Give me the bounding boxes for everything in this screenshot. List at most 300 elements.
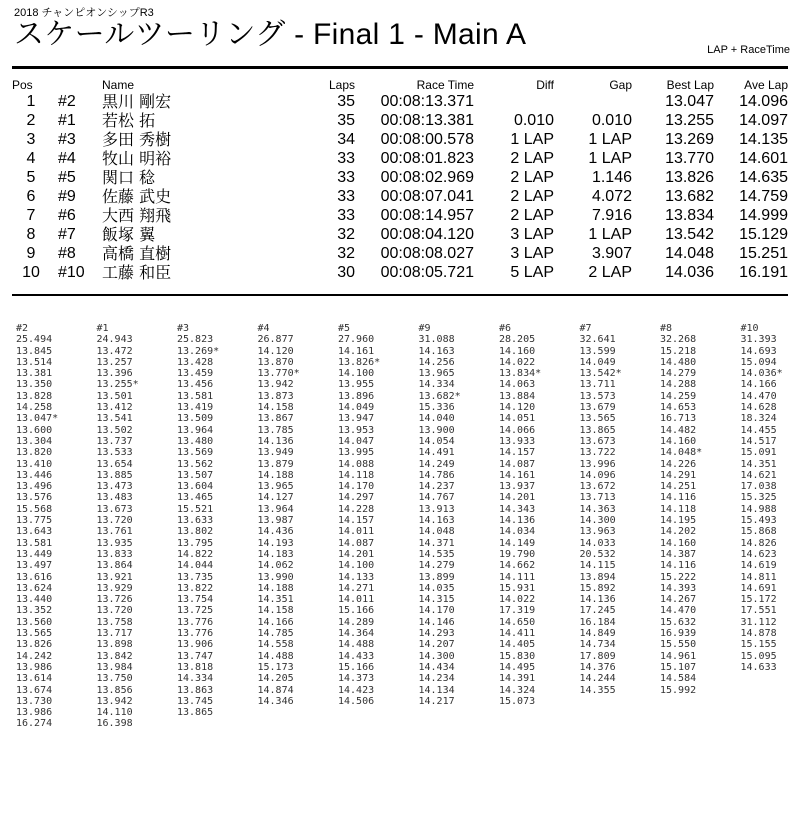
lap-time: 19.790 bbox=[499, 548, 536, 560]
result-driver-name: 関口 稔 bbox=[102, 168, 156, 187]
lap-time: 13.576 bbox=[16, 492, 53, 504]
lap-time: 15.166 bbox=[338, 605, 375, 617]
lap-time: 14.517 bbox=[740, 435, 777, 447]
lap-time: 14.195 bbox=[660, 515, 697, 527]
top-divider bbox=[12, 66, 788, 69]
result-gap: 1 LAP bbox=[588, 150, 632, 167]
lap-time: 13.604 bbox=[177, 481, 214, 493]
result-row bbox=[12, 263, 788, 282]
result-row bbox=[12, 130, 788, 149]
lap-time: 13.600 bbox=[16, 424, 53, 436]
lap-time: 15.992 bbox=[660, 684, 697, 696]
lap-time: 13.845 bbox=[16, 345, 53, 357]
lap-time: 14.118 bbox=[660, 503, 697, 515]
lap-time: 14.455 bbox=[740, 424, 777, 436]
result-race-time: 00:08:13.381 bbox=[380, 112, 474, 129]
lap-time: 13.965 bbox=[257, 481, 294, 493]
lap-time: 13.834* bbox=[499, 368, 542, 380]
result-pos: 1 bbox=[26, 93, 36, 110]
lap-time: 13.865 bbox=[579, 424, 616, 436]
lap-time: 14.033 bbox=[579, 537, 616, 549]
lap-time: 13.750 bbox=[96, 673, 133, 685]
lap-time: 14.300 bbox=[418, 650, 455, 662]
lap-time: 13.826 bbox=[16, 639, 53, 651]
lap-time: 14.488 bbox=[257, 650, 294, 662]
result-diff: 3 LAP bbox=[510, 226, 554, 243]
lap-time: 14.188 bbox=[257, 582, 294, 594]
lap-time: 14.826 bbox=[740, 537, 777, 549]
lap-time: 24.943 bbox=[96, 334, 133, 346]
lap-time: 13.726 bbox=[96, 594, 133, 606]
lap-time: 13.785 bbox=[257, 424, 294, 436]
lap-time: 14.258 bbox=[16, 402, 53, 414]
result-ave-lap: 16.191 bbox=[739, 264, 788, 281]
lap-time: 14.201 bbox=[499, 492, 536, 504]
lap-time: 13.879 bbox=[257, 458, 294, 470]
lap-time: 25.494 bbox=[16, 334, 53, 346]
result-best-lap: 13.682 bbox=[665, 188, 714, 205]
result-pos: 6 bbox=[26, 188, 36, 205]
lap-time: 14.279 bbox=[418, 560, 455, 572]
lap-time: 13.730 bbox=[16, 695, 53, 707]
lap-time: 13.942 bbox=[96, 695, 133, 707]
result-car-number: #8 bbox=[58, 245, 76, 262]
result-pos: 9 bbox=[26, 245, 36, 262]
lap-time: 14.054 bbox=[418, 435, 455, 447]
result-best-lap: 14.036 bbox=[665, 264, 714, 281]
lap-note: LAP + RaceTime bbox=[707, 44, 790, 56]
lap-time: 13.047* bbox=[16, 413, 59, 425]
lap-time: 13.672 bbox=[579, 481, 616, 493]
result-race-time: 00:08:00.578 bbox=[380, 131, 474, 148]
lap-time: 13.412 bbox=[96, 402, 133, 414]
lap-time: 14.217 bbox=[418, 695, 455, 707]
lap-time: 14.087 bbox=[499, 458, 536, 470]
lap-time: 13.257 bbox=[96, 356, 133, 368]
lap-time: 14.650 bbox=[499, 616, 536, 628]
lap-time: 14.293 bbox=[418, 628, 455, 640]
lap-time: 14.619 bbox=[740, 560, 777, 572]
lap-time: 15.868 bbox=[740, 526, 777, 538]
lap-time: 16.398 bbox=[96, 718, 133, 730]
result-car-number: #5 bbox=[58, 169, 76, 186]
result-laps: 35 bbox=[337, 112, 355, 129]
lap-time: 13.502 bbox=[96, 424, 133, 436]
lap-time: 13.654 bbox=[96, 458, 133, 470]
lap-column-car: #6 bbox=[499, 323, 512, 334]
result-pos: 4 bbox=[26, 150, 36, 167]
lap-time: 14.035 bbox=[418, 582, 455, 594]
col-name: Name bbox=[102, 78, 135, 92]
lap-time: 15.632 bbox=[660, 616, 697, 628]
lap-time: 13.497 bbox=[16, 560, 53, 572]
result-ave-lap: 15.251 bbox=[739, 245, 788, 262]
result-pos: 3 bbox=[26, 131, 36, 148]
lap-time: 14.116 bbox=[660, 492, 697, 504]
result-diff: 5 LAP bbox=[510, 264, 554, 281]
lap-time: 14.324 bbox=[499, 684, 536, 696]
lap-time: 15.107 bbox=[660, 661, 697, 673]
lap-time: 13.674 bbox=[16, 684, 53, 696]
lap-time: 14.149 bbox=[499, 537, 536, 549]
lap-time: 14.491 bbox=[418, 447, 455, 459]
lap-time: 14.034 bbox=[499, 526, 536, 538]
lap-time: 14.193 bbox=[257, 537, 294, 549]
lap-time: 13.963 bbox=[579, 526, 616, 538]
lap-time: 14.066 bbox=[499, 424, 536, 436]
lap-time: 13.673 bbox=[96, 503, 133, 515]
lap-time: 13.565 bbox=[16, 628, 53, 640]
lap-time: 14.111 bbox=[499, 571, 536, 583]
lap-time: 14.506 bbox=[338, 695, 375, 707]
result-race-time: 00:08:13.371 bbox=[380, 93, 474, 110]
result-best-lap: 13.834 bbox=[665, 207, 714, 224]
lap-time: 17.038 bbox=[740, 481, 777, 493]
lap-time: 14.234 bbox=[418, 673, 455, 685]
lap-time: 14.811 bbox=[740, 571, 777, 583]
result-diff: 2 LAP bbox=[510, 188, 554, 205]
lap-time: 14.146 bbox=[418, 616, 455, 628]
result-driver-name: 飯塚 翼 bbox=[102, 225, 156, 244]
lap-time: 31.112 bbox=[740, 616, 777, 628]
lap-time: 14.087 bbox=[338, 537, 375, 549]
lap-time: 14.488 bbox=[338, 639, 375, 651]
result-race-time: 00:08:04.120 bbox=[380, 226, 474, 243]
lap-time: 13.802 bbox=[177, 526, 214, 538]
lap-time: 14.878 bbox=[740, 628, 777, 640]
lap-time: 13.480 bbox=[177, 435, 214, 447]
page-title: スケールツーリング - Final 1 - Main A bbox=[14, 18, 527, 51]
lap-time: 14.100 bbox=[338, 560, 375, 572]
lap-time: 16.939 bbox=[660, 628, 697, 640]
lap-time: 14.315 bbox=[418, 594, 455, 606]
lap-column bbox=[338, 323, 418, 707]
result-best-lap: 13.269 bbox=[665, 131, 714, 148]
lap-time: 13.754 bbox=[177, 594, 214, 606]
lap-time: 13.269* bbox=[177, 345, 220, 357]
result-best-lap: 14.048 bbox=[665, 245, 714, 262]
lap-column bbox=[499, 323, 579, 707]
lap-time: 13.713 bbox=[579, 492, 616, 504]
lap-time: 14.228 bbox=[338, 503, 375, 515]
lap-time: 13.776 bbox=[177, 628, 214, 640]
lap-time: 13.569 bbox=[177, 447, 214, 459]
result-laps: 32 bbox=[337, 226, 355, 243]
lap-time: 14.470 bbox=[660, 605, 697, 617]
lap-time: 14.662 bbox=[499, 560, 536, 572]
lap-time: 14.822 bbox=[177, 548, 214, 560]
lap-time: 14.158 bbox=[257, 402, 294, 414]
lap-time: 14.063 bbox=[499, 379, 536, 391]
col-best-lap: Best Lap bbox=[666, 78, 714, 92]
lap-column bbox=[741, 323, 800, 673]
lap-time: 13.533 bbox=[96, 447, 133, 459]
lap-time: 14.048 bbox=[418, 526, 455, 538]
result-car-number: #2 bbox=[58, 93, 76, 110]
lap-time: 13.986 bbox=[16, 661, 53, 673]
result-row bbox=[12, 111, 788, 130]
lap-time: 14.279 bbox=[660, 368, 697, 380]
lap-time: 14.734 bbox=[579, 639, 616, 651]
lap-time: 13.953 bbox=[338, 424, 375, 436]
result-car-number: #10 bbox=[58, 264, 85, 281]
lap-time: 13.949 bbox=[257, 447, 294, 459]
lap-time: 13.633 bbox=[177, 515, 214, 527]
lap-time: 14.988 bbox=[740, 503, 777, 515]
lap-time: 14.160 bbox=[660, 435, 697, 447]
lap-time: 13.856 bbox=[96, 684, 133, 696]
lap-time: 14.623 bbox=[740, 548, 777, 560]
result-ave-lap: 14.096 bbox=[739, 93, 788, 110]
lap-time: 14.096 bbox=[579, 469, 616, 481]
lap-time: 14.051 bbox=[499, 413, 536, 425]
lap-time: 14.346 bbox=[257, 695, 294, 707]
result-pos: 7 bbox=[26, 207, 36, 224]
result-gap: 1 LAP bbox=[588, 131, 632, 148]
lap-time: 14.849 bbox=[579, 628, 616, 640]
lap-time: 14.470 bbox=[740, 390, 777, 402]
lap-time: 13.863 bbox=[177, 684, 214, 696]
lap-time: 14.158 bbox=[257, 605, 294, 617]
result-row bbox=[12, 244, 788, 263]
lap-time: 14.434 bbox=[418, 661, 455, 673]
lap-time: 14.355 bbox=[579, 684, 616, 696]
lap-time: 13.350 bbox=[16, 379, 53, 391]
result-driver-name: 佐藤 武史 bbox=[102, 187, 172, 206]
lap-time: 13.465 bbox=[177, 492, 214, 504]
lap-time: 32.268 bbox=[660, 334, 697, 346]
lap-time: 14.249 bbox=[418, 458, 455, 470]
lap-time: 14.136 bbox=[257, 435, 294, 447]
lap-time: 13.562 bbox=[177, 458, 214, 470]
lap-time: 13.885 bbox=[96, 469, 133, 481]
lap-time: 15.218 bbox=[660, 345, 697, 357]
result-gap: 7.916 bbox=[591, 207, 632, 224]
result-laps: 33 bbox=[337, 207, 355, 224]
lap-time: 13.984 bbox=[96, 661, 133, 673]
lap-time: 13.711 bbox=[579, 379, 616, 391]
lap-time: 14.205 bbox=[257, 673, 294, 685]
result-best-lap: 13.770 bbox=[665, 150, 714, 167]
lap-time: 14.134 bbox=[418, 684, 455, 696]
lap-column bbox=[660, 323, 740, 696]
lap-time: 14.049 bbox=[579, 356, 616, 368]
lap-time: 13.937 bbox=[499, 481, 536, 493]
lap-time: 14.011 bbox=[338, 526, 375, 538]
lap-time: 13.581 bbox=[177, 390, 214, 402]
result-ave-lap: 14.759 bbox=[739, 188, 788, 205]
result-laps: 30 bbox=[337, 264, 355, 281]
lap-time: 14.584 bbox=[660, 673, 697, 685]
lap-time: 31.393 bbox=[740, 334, 777, 346]
lap-time: 14.393 bbox=[660, 582, 697, 594]
lap-time: 14.300 bbox=[579, 515, 616, 527]
result-gap: 1 LAP bbox=[588, 226, 632, 243]
lap-time: 15.892 bbox=[579, 582, 616, 594]
lap-time: 14.405 bbox=[499, 639, 536, 651]
lap-time: 14.251 bbox=[660, 481, 697, 493]
lap-column bbox=[258, 323, 338, 707]
lap-time: 15.325 bbox=[740, 492, 777, 504]
lap-time: 15.172 bbox=[740, 594, 777, 606]
lap-time: 13.560 bbox=[16, 616, 53, 628]
lap-time: 13.616 bbox=[16, 571, 53, 583]
result-driver-name: 工藤 和臣 bbox=[102, 263, 172, 282]
event-name: 2018 チャンピオンシップR3 bbox=[14, 7, 154, 19]
lap-time: 15.568 bbox=[16, 503, 53, 515]
lap-time: 14.433 bbox=[338, 650, 375, 662]
lap-time: 16.713 bbox=[660, 413, 697, 425]
lap-time: 13.720 bbox=[96, 605, 133, 617]
lap-time: 13.449 bbox=[16, 548, 53, 560]
lap-time: 14.157 bbox=[499, 447, 536, 459]
lap-time: 13.864 bbox=[96, 560, 133, 572]
lap-time: 14.351 bbox=[740, 458, 777, 470]
lap-column-car: #1 bbox=[96, 323, 109, 334]
lap-time: 13.737 bbox=[96, 435, 133, 447]
lap-time: 14.133 bbox=[338, 571, 375, 583]
lap-time: 13.942 bbox=[257, 379, 294, 391]
lap-time: 14.136 bbox=[579, 594, 616, 606]
lap-time: 13.833 bbox=[96, 548, 133, 560]
lap-time: 32.641 bbox=[579, 334, 616, 346]
result-ave-lap: 14.097 bbox=[739, 112, 788, 129]
result-laps: 33 bbox=[337, 188, 355, 205]
result-row bbox=[12, 168, 788, 187]
lap-time: 13.900 bbox=[418, 424, 455, 436]
lap-time: 13.906 bbox=[177, 639, 214, 651]
lap-time: 15.095 bbox=[740, 650, 777, 662]
lap-time: 13.428 bbox=[177, 356, 214, 368]
lap-time: 13.581 bbox=[16, 537, 53, 549]
lap-time: 13.898 bbox=[96, 639, 133, 651]
lap-time: 14.100 bbox=[338, 368, 375, 380]
lap-column bbox=[419, 323, 499, 707]
lap-time: 13.965 bbox=[418, 368, 455, 380]
result-ave-lap: 14.135 bbox=[739, 131, 788, 148]
bottom-divider bbox=[12, 294, 788, 296]
lap-time: 13.599 bbox=[579, 345, 616, 357]
lap-column-car: #2 bbox=[16, 323, 29, 334]
lap-time: 13.820 bbox=[16, 447, 53, 459]
lap-time: 14.163 bbox=[418, 345, 455, 357]
lap-time: 14.785 bbox=[257, 628, 294, 640]
result-best-lap: 13.542 bbox=[665, 226, 714, 243]
result-pos: 2 bbox=[26, 112, 36, 129]
lap-time: 14.373 bbox=[338, 673, 375, 685]
result-ave-lap: 14.999 bbox=[739, 207, 788, 224]
result-driver-name: 牧山 明裕 bbox=[102, 149, 172, 168]
lap-time: 14.259 bbox=[660, 390, 697, 402]
lap-time: 13.381 bbox=[16, 368, 53, 380]
result-row bbox=[12, 225, 788, 244]
lap-time: 13.473 bbox=[96, 481, 133, 493]
lap-time: 13.542* bbox=[579, 368, 622, 380]
col-laps: Laps bbox=[328, 78, 355, 92]
result-diff: 1 LAP bbox=[510, 131, 554, 148]
lap-time: 13.913 bbox=[418, 503, 455, 515]
result-car-number: #4 bbox=[58, 150, 76, 167]
lap-time: 14.242 bbox=[16, 650, 53, 662]
lap-time: 13.255* bbox=[96, 379, 139, 391]
lap-time: 14.110 bbox=[96, 707, 133, 719]
lap-time: 14.289 bbox=[338, 616, 375, 628]
lap-time: 13.722 bbox=[579, 447, 616, 459]
lap-time: 13.996 bbox=[579, 458, 616, 470]
lap-time: 14.244 bbox=[579, 673, 616, 685]
lap-time: 14.480 bbox=[660, 356, 697, 368]
lap-time: 14.022 bbox=[499, 356, 536, 368]
lap-column bbox=[16, 323, 96, 730]
lap-time: 15.094 bbox=[740, 356, 777, 368]
lap-time: 14.201 bbox=[338, 548, 375, 560]
lap-time: 13.735 bbox=[177, 571, 214, 583]
col-ave-lap: Ave Lap bbox=[744, 78, 788, 92]
col-race-time: Race Time bbox=[416, 78, 474, 92]
result-pos: 8 bbox=[26, 226, 36, 243]
lap-time: 15.073 bbox=[499, 695, 536, 707]
lap-column-car: #5 bbox=[338, 323, 351, 334]
lap-time: 14.188 bbox=[257, 469, 294, 481]
lap-time: 13.501 bbox=[96, 390, 133, 402]
lap-time: 13.717 bbox=[96, 628, 133, 640]
result-race-time: 00:08:08.027 bbox=[380, 245, 474, 262]
result-gap: 4.072 bbox=[591, 188, 632, 205]
result-car-number: #9 bbox=[58, 188, 76, 205]
lap-time: 15.830 bbox=[499, 650, 536, 662]
lap-time: 14.036* bbox=[740, 368, 783, 380]
lap-time: 14.183 bbox=[257, 548, 294, 560]
lap-time: 13.775 bbox=[16, 515, 53, 527]
lap-time: 13.565 bbox=[579, 413, 616, 425]
lap-time: 13.894 bbox=[579, 571, 616, 583]
lap-time: 13.446 bbox=[16, 469, 53, 481]
lap-time: 13.682* bbox=[418, 390, 461, 402]
result-diff: 2 LAP bbox=[510, 169, 554, 186]
lap-time: 15.931 bbox=[499, 582, 536, 594]
lap-time: 14.202 bbox=[660, 526, 697, 538]
lap-time: 14.022 bbox=[499, 594, 536, 606]
lap-time: 17.551 bbox=[740, 605, 777, 617]
result-race-time: 00:08:05.721 bbox=[380, 264, 474, 281]
result-diff: 2 LAP bbox=[510, 150, 554, 167]
lap-column bbox=[580, 323, 660, 696]
result-laps: 34 bbox=[337, 131, 355, 148]
lap-time: 14.207 bbox=[418, 639, 455, 651]
result-race-time: 00:08:02.969 bbox=[380, 169, 474, 186]
result-race-time: 00:08:07.041 bbox=[380, 188, 474, 205]
col-pos: Pos bbox=[12, 78, 33, 92]
lap-time: 14.364 bbox=[338, 628, 375, 640]
results-table bbox=[12, 78, 788, 282]
result-diff: 2 LAP bbox=[510, 207, 554, 224]
lap-time: 15.521 bbox=[177, 503, 214, 515]
lap-time: 15.091 bbox=[740, 447, 777, 459]
lap-time: 13.496 bbox=[16, 481, 53, 493]
lap-time: 15.550 bbox=[660, 639, 697, 651]
result-row bbox=[12, 149, 788, 168]
lap-time: 14.628 bbox=[740, 402, 777, 414]
result-row bbox=[12, 206, 788, 225]
result-driver-name: 若松 拓 bbox=[102, 111, 156, 130]
lap-time: 13.818 bbox=[177, 661, 214, 673]
result-gap: 0.010 bbox=[591, 112, 632, 129]
lap-time: 14.767 bbox=[418, 492, 455, 504]
lap-time: 14.297 bbox=[338, 492, 375, 504]
lap-time: 13.483 bbox=[96, 492, 133, 504]
lap-time: 14.267 bbox=[660, 594, 697, 606]
lap-time: 14.170 bbox=[418, 605, 455, 617]
